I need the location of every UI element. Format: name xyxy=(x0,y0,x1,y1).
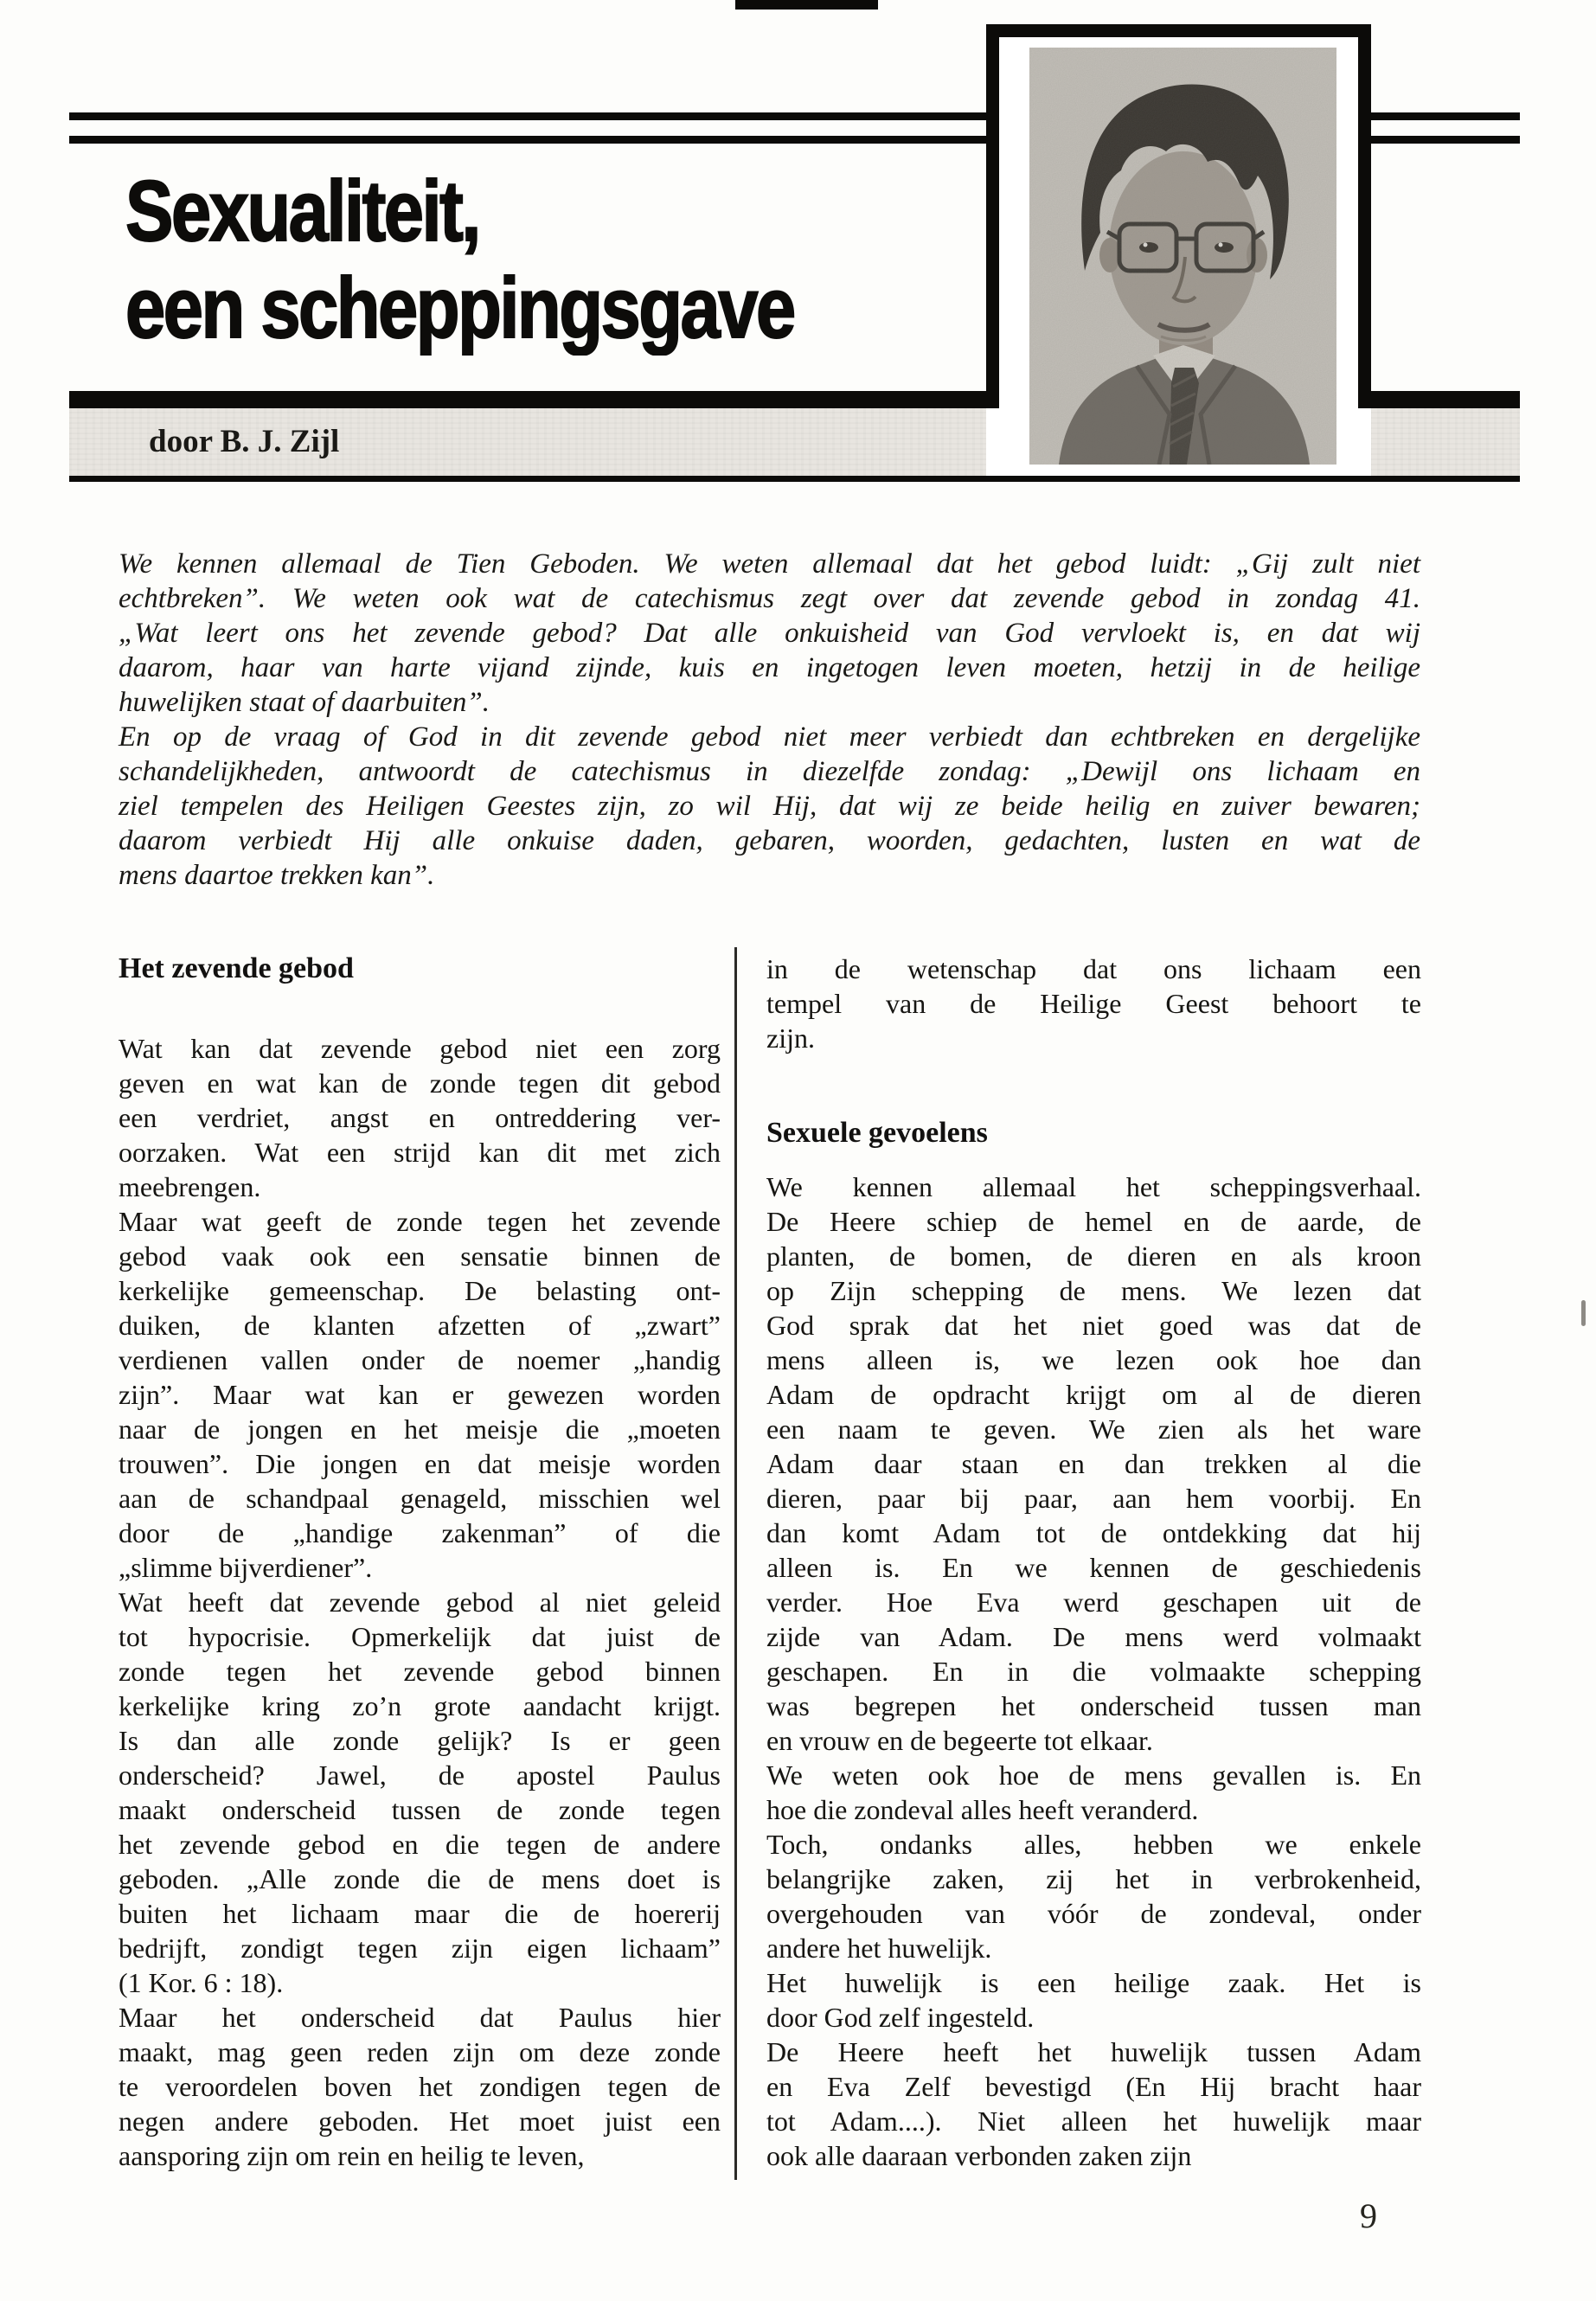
text-line: door de „handige zakenman” of die xyxy=(119,1517,721,1548)
text-line: mens daartoe trekken kan”. xyxy=(119,860,435,891)
intro-quote-block xyxy=(119,547,1420,893)
text-line: in de wetenschap dat ons lichaam een xyxy=(766,953,1421,984)
text-line: en Eva Zelf bevestigd (En Hij bracht haar xyxy=(766,2071,1421,2102)
text-line: (1 Kor. 6 : 18). xyxy=(119,1967,284,1998)
text-line: naar de jongen en het meisje die „moeten xyxy=(119,1413,721,1445)
text-line: Is dan alle zonde gelijk? Is er geen xyxy=(119,1725,721,1756)
photo-frame-top-bar xyxy=(986,24,1371,37)
text-line: en vrouw en de begeerte tot elkaar. xyxy=(766,1725,1153,1756)
paragraph xyxy=(766,2035,1421,2173)
text-line: op Zijn schepping de mens. We lezen dat xyxy=(766,1275,1421,1306)
paragraph xyxy=(119,1204,721,1585)
text-line: aansporing zijn om rein en heilig te leven, xyxy=(119,2140,585,2171)
text-line: oorzaken. Wat een strijd kan dit met zich xyxy=(119,1137,721,1168)
text-line: verdienen vallen onder de noemer „handig xyxy=(119,1344,721,1375)
text-line: onderscheid? Jawel, de apostel Paulus xyxy=(119,1759,721,1791)
text-line: dieren, paar bij paar, aan hem voorbij. En xyxy=(766,1483,1421,1514)
page-title xyxy=(125,163,852,356)
section-heading: Het zevende gebod xyxy=(119,952,354,984)
intro-paragraph xyxy=(119,547,1420,720)
text-line: ziel tempelen des Heiligen Geestes zijn, zo wil Hij, dat wij ze beide heilig en zuiver bewaren; xyxy=(119,791,1420,822)
text-line: huwelijken staat of daarbuiten”. xyxy=(119,687,490,718)
left-column xyxy=(119,952,721,2173)
text-line: En op de vraag of God in dit zevende gebod niet meer verbiedt dan echtbreken en dergelijke xyxy=(119,721,1420,753)
text-line: trouwen”. Die jongen en dat meisje worden xyxy=(119,1448,721,1479)
photo-frame-left-bar xyxy=(986,24,999,408)
text-line: tot hypocrisie. Opmerkelijk dat juist de xyxy=(119,1621,721,1652)
author-photo-frame xyxy=(986,24,1371,476)
text-line: was begrepen het onderscheid tussen man xyxy=(766,1690,1421,1721)
text-line: andere het huwelijk. xyxy=(766,1932,992,1964)
text-line: te veroordelen boven het zondigen tegen de xyxy=(119,2071,721,2102)
text-line: Het huwelijk is een heilige zaak. Het is xyxy=(766,1967,1421,1998)
text-line: zijde van Adam. De mens werd volmaakt xyxy=(766,1621,1421,1652)
text-line: De Heere heeft het huwelijk tussen Adam xyxy=(766,2036,1421,2067)
author-photo xyxy=(1029,48,1336,465)
text-line: dan komt Adam tot de ontdekking dat hij xyxy=(766,1517,1421,1548)
section-heading: Sexuele gevoelens xyxy=(766,1117,988,1149)
scan-artifact-mark xyxy=(1581,1300,1586,1326)
text-line: daarom, haar van harte vijand zijnde, kuis en ingetogen leven moeten, hetzij in de heilige xyxy=(119,652,1420,683)
paragraph xyxy=(766,1827,1421,1965)
text-line: tempel van de Heilige Geest behoort te xyxy=(766,988,1421,1019)
text-line: zijn”. Maar wat kan er gewezen worden xyxy=(119,1379,721,1410)
paragraph xyxy=(766,952,1421,1055)
intro-paragraph xyxy=(119,720,1420,893)
text-line: Wat heeft dat zevende gebod al niet geleid xyxy=(119,1586,721,1618)
text-line: Maar wat geeft de zonde tegen het zevende xyxy=(119,1206,721,1237)
paragraph xyxy=(119,2000,721,2173)
photo-frame-right-bar xyxy=(1358,24,1371,408)
text-line: duiken, de klanten afzetten of „zwart” xyxy=(119,1310,721,1341)
text-line: echtbreken”. We weten ook wat de catechismus zegt over dat zevende gebod in zondag 41. xyxy=(119,583,1420,614)
portrait-illustration xyxy=(1029,48,1336,465)
text-line: daarom verbiedt Hij alle onkuise daden, gebaren, woorden, gedachten, lusten en wat de xyxy=(119,825,1420,856)
text-line: mens alleen is, we lezen ook hoe dan xyxy=(766,1344,1421,1375)
paragraph xyxy=(119,1585,721,2000)
text-line: alleen is. En we kennen de geschiedenis xyxy=(766,1552,1421,1583)
text-line: „Wat leert ons het zevende gebod? Dat alle onkuisheid van God vervloekt is, en dat wij xyxy=(119,618,1420,649)
paragraph xyxy=(766,1965,1421,2035)
text-line: Adam daar staan en dan trekken al die xyxy=(766,1448,1421,1479)
text-line: aan de schandpaal genageld, misschien wel xyxy=(119,1483,721,1514)
text-line: een verdriet, angst en ontreddering ver- xyxy=(119,1102,721,1133)
text-line: gebod vaak ook een sensatie binnen de xyxy=(119,1240,721,1272)
text-line: planten, de bomen, de dieren en als kroon xyxy=(766,1240,1421,1272)
text-line: overgehouden van vóór de zondeval, onder xyxy=(766,1898,1421,1929)
text-line: verder. Hoe Eva werd geschapen uit de xyxy=(766,1586,1421,1618)
text-line: buiten het lichaam maar die de hoererij xyxy=(119,1898,721,1929)
text-line: door God zelf ingesteld. xyxy=(766,2002,1035,2033)
text-line: hoe die zondeval alles heeft veranderd. xyxy=(766,1794,1199,1825)
text-line: kerkelijke gemeenschap. De belasting ont- xyxy=(119,1275,721,1306)
text-line: zonde tegen het zevende gebod binnen xyxy=(119,1656,721,1687)
text-line: tot Adam....). Niet alleen het huwelijk maar xyxy=(766,2106,1421,2137)
column-divider xyxy=(734,947,737,2180)
paragraph xyxy=(766,1170,1421,1758)
text-line: Toch, ondanks alles, hebben we enkele xyxy=(766,1829,1421,1860)
text-line: „slimme bijverdiener”. xyxy=(119,1552,373,1583)
text-line: Wat kan dat zevende gebod niet een zorg xyxy=(119,1033,721,1064)
text-line: ook alle daaraan verbonden zaken zijn xyxy=(766,2140,1192,2171)
paragraph xyxy=(766,1758,1421,1827)
text-line: We weten ook hoe de mens gevallen is. En xyxy=(766,1759,1421,1791)
text-line: belangrijke zaken, zij het in verbrokenheid, xyxy=(766,1863,1421,1894)
text-line: het zevende gebod en die tegen de andere xyxy=(119,1829,721,1860)
text-line: geboden. „Alle zonde die de mens doet is xyxy=(119,1863,721,1894)
text-line: maakt onderscheid tussen de zonde tegen xyxy=(119,1794,721,1825)
text-line: Adam de opdracht krijgt om al de dieren xyxy=(766,1379,1421,1410)
paragraph xyxy=(119,1031,721,1204)
text-line: negen andere geboden. Het moet juist een xyxy=(119,2106,721,2137)
text-line: schandelijkheden, antwoordt de catechismus in diezelfde zondag: „Dewijl ons lichaam en xyxy=(119,756,1420,787)
text-line: geven en wat kan de zonde tegen dit gebod xyxy=(119,1067,721,1099)
text-line: We kennen allemaal de Tien Geboden. We weten allemaal dat het gebod luidt: „Gij zult niet xyxy=(119,548,1420,580)
text-line: een naam te geven. We zien als het ware xyxy=(766,1413,1421,1445)
page-title-line1: Sexualiteit, xyxy=(125,163,479,259)
text-line: kerkelijke kring zo’n grote aandacht krijgt. xyxy=(119,1690,721,1721)
text-line: meebrengen. xyxy=(119,1171,261,1202)
text-line: God sprak dat het niet goed was dat de xyxy=(766,1310,1421,1341)
text-line: We kennen allemaal het scheppingsverhaal. xyxy=(766,1171,1421,1202)
right-column xyxy=(766,952,1421,2173)
byline: door B. J. Zijl xyxy=(149,424,340,459)
text-line: bedrijft, zondigt tegen zijn eigen lichaam” xyxy=(119,1932,721,1964)
text-line: geschapen. En in die volmaakte schepping xyxy=(766,1656,1421,1687)
text-line: zijn. xyxy=(766,1022,815,1054)
scan-edge-mark xyxy=(735,0,878,10)
text-line: maakt, mag geen reden zijn om deze zonde xyxy=(119,2036,721,2067)
page-title-line2: een scheppingsgave xyxy=(125,260,794,356)
text-line: De Heere schiep de hemel en de aarde, de xyxy=(766,1206,1421,1237)
page-number: 9 xyxy=(1360,2196,1377,2235)
text-line: Maar het onderscheid dat Paulus hier xyxy=(119,2002,721,2033)
byline-band-bottom-rule xyxy=(69,476,1520,482)
